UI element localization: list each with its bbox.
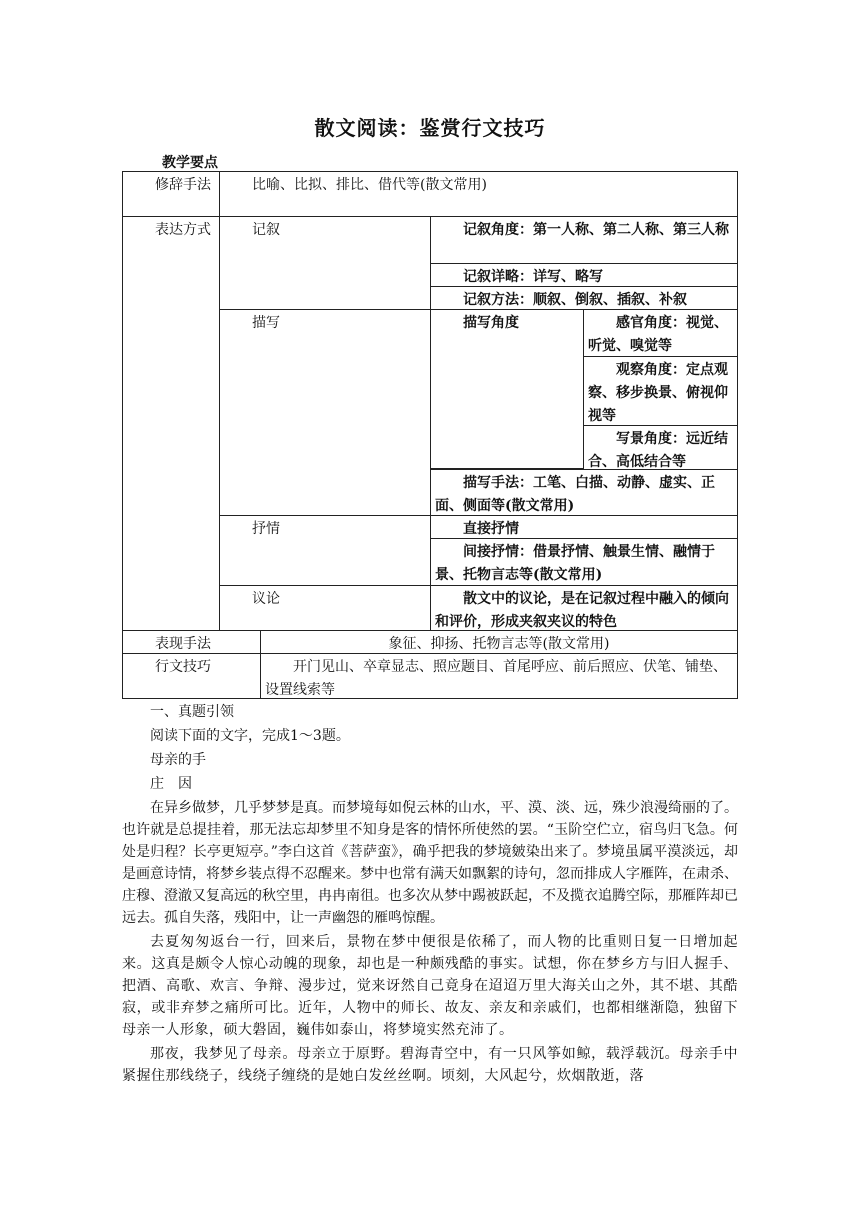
page-title: 散文阅读：鉴赏行文技巧: [314, 116, 546, 140]
observation-angle-cell: [583, 356, 738, 426]
scene-angle-cell: [583, 425, 738, 470]
rhetoric-value-cell: [219, 171, 738, 217]
instruction: 阅读下面的文字，完成1～3题。: [150, 728, 350, 744]
writing-skill-label: 行文技巧: [155, 659, 211, 675]
writing-skill-label-cell: [122, 653, 261, 699]
essay-author: 庄 因: [150, 776, 192, 792]
paragraph-3: 那夜，我梦见了母亲。母亲立于原野。碧海青空中，有一只风筝如鲸，载浮载沉。母亲手中紧握住那线绕子，线绕子缠绕的是她白发丝丝啊。顷刻，大风起兮，炊烟散逝，落: [122, 1046, 738, 1084]
narration-detail-cell: [430, 263, 738, 287]
narration-angle-cell: [430, 216, 738, 264]
section-subheading: 教学要点: [162, 155, 218, 171]
narration-method: 记叙方法：顺叙、倒叙、插叙、补叙: [463, 292, 687, 308]
sensory-angle: 感官角度：视觉、听觉、嗅觉等: [588, 315, 728, 354]
paragraph-2: 去夏匆匆返台一行，回来后，景物在梦中便很是依稀了，而人物的比重则日复一日增加起来。这真是颇令人惊心动魄的现象，却也是一种颇残酷的事实。试想，你在梦乡方与旧人握手、把酒、高歌、欢言、争辩、漫步过，觉来讶然自己竟身在迢迢万里大海关山之外，其不堪、其酷寂，或非弃梦之痛所可比。近年，人物中的师长、故友、亲友和亲戚们，也都相继渐隐，独留下母亲一人形象，硕大磐固，巍伟如泰山，将梦境实然充沛了。: [122, 934, 738, 1038]
direct-lyric: 直接抒情: [463, 521, 519, 537]
writing-skill-value-cell: [260, 653, 738, 699]
description-method: 描写手法：工笔、白描、动静、虚实、正面、侧面等(散文常用): [435, 475, 715, 514]
argument-value-cell: [430, 585, 738, 631]
rhetoric-value: 比喻、比拟、排比、借代等(散文常用): [252, 177, 487, 193]
description-angle-label-cell: [430, 309, 584, 469]
narration-label-cell: [219, 216, 431, 310]
indirect-lyric: 间接抒情：借景抒情、触景生情、融情于景、托物言志等(散文常用): [435, 544, 715, 583]
description-method-cell: [430, 469, 738, 516]
narration-label: 记叙: [252, 222, 280, 238]
narration-detail: 记叙详略：详写、略写: [463, 269, 603, 285]
expression-label-cell: [122, 216, 220, 631]
passage: [122, 701, 738, 1089]
teaching-points-table: [122, 171, 738, 699]
argument-label-cell: [219, 585, 431, 631]
lyric-label: 抒情: [252, 521, 280, 537]
description-label: 描写: [252, 315, 280, 331]
expression-label: 表达方式: [155, 222, 211, 238]
technique-label-cell: [122, 630, 261, 654]
sensory-angle-cell: [583, 309, 738, 357]
lyric-label-cell: [219, 515, 431, 586]
technique-label: 表现手法: [155, 636, 211, 652]
rhetoric-label: 修辞手法: [155, 177, 211, 193]
observation-angle: 观察角度：定点观察、移步换景、俯视仰视等: [588, 362, 728, 424]
description-label-cell: [219, 309, 431, 516]
technique-value: 象征、抑扬、托物言志等(散文常用): [388, 636, 610, 652]
scene-angle: 写景角度：远近结合、高低结合等: [588, 431, 728, 470]
indirect-lyric-cell: [430, 538, 738, 586]
rhetoric-label-cell: [122, 171, 220, 217]
paragraph-1: 在异乡做梦，几乎梦梦是真。而梦境每如倪云林的山水，平、漠、淡、远，殊少浪漫绮丽的了。也许就是总提挂着，那无法忘却梦里不知身是客的情怀所使然的罢。“玉阶空伫立，宿鸟归飞急。何处是归程？长亭更短亭。”李白这首《菩萨蛮》，确乎把我的梦境皴染出来了。梦境虽属平漠淡远，却是画意诗情，将梦乡装点得不忍醒来。梦中也常有满天如飘絮的诗句，忽而排成人字雁阵，在肃杀、庄穆、澄澈又复高远的秋空里，冉冉南徂。也多次从梦中踢被跃起，不及揽衣追腾空际，那雁阵却已远去。孤自失落，残阳中，让一声幽怨的雁鸣惊醒。: [122, 800, 738, 926]
direct-lyric-cell: [430, 515, 738, 539]
argument-label: 议论: [252, 591, 280, 607]
section-heading: 一、真题引领: [150, 704, 234, 720]
narration-method-cell: [430, 286, 738, 310]
essay-title: 母亲的手: [150, 752, 206, 768]
description-angle-label: 描写角度: [463, 315, 519, 331]
writing-skill-value: 开门见山、卒章显志、照应题目、首尾呼应、前后照应、伏笔、铺垫、设置线索等: [265, 659, 727, 698]
narration-angle: 记叙角度：第一人称、第二人称、第三人称: [463, 222, 729, 238]
technique-value-cell: [260, 630, 738, 654]
argument-value: 散文中的议论，是在记叙过程中融入的倾向和评价，形成夹叙夹议的特色: [435, 591, 729, 630]
